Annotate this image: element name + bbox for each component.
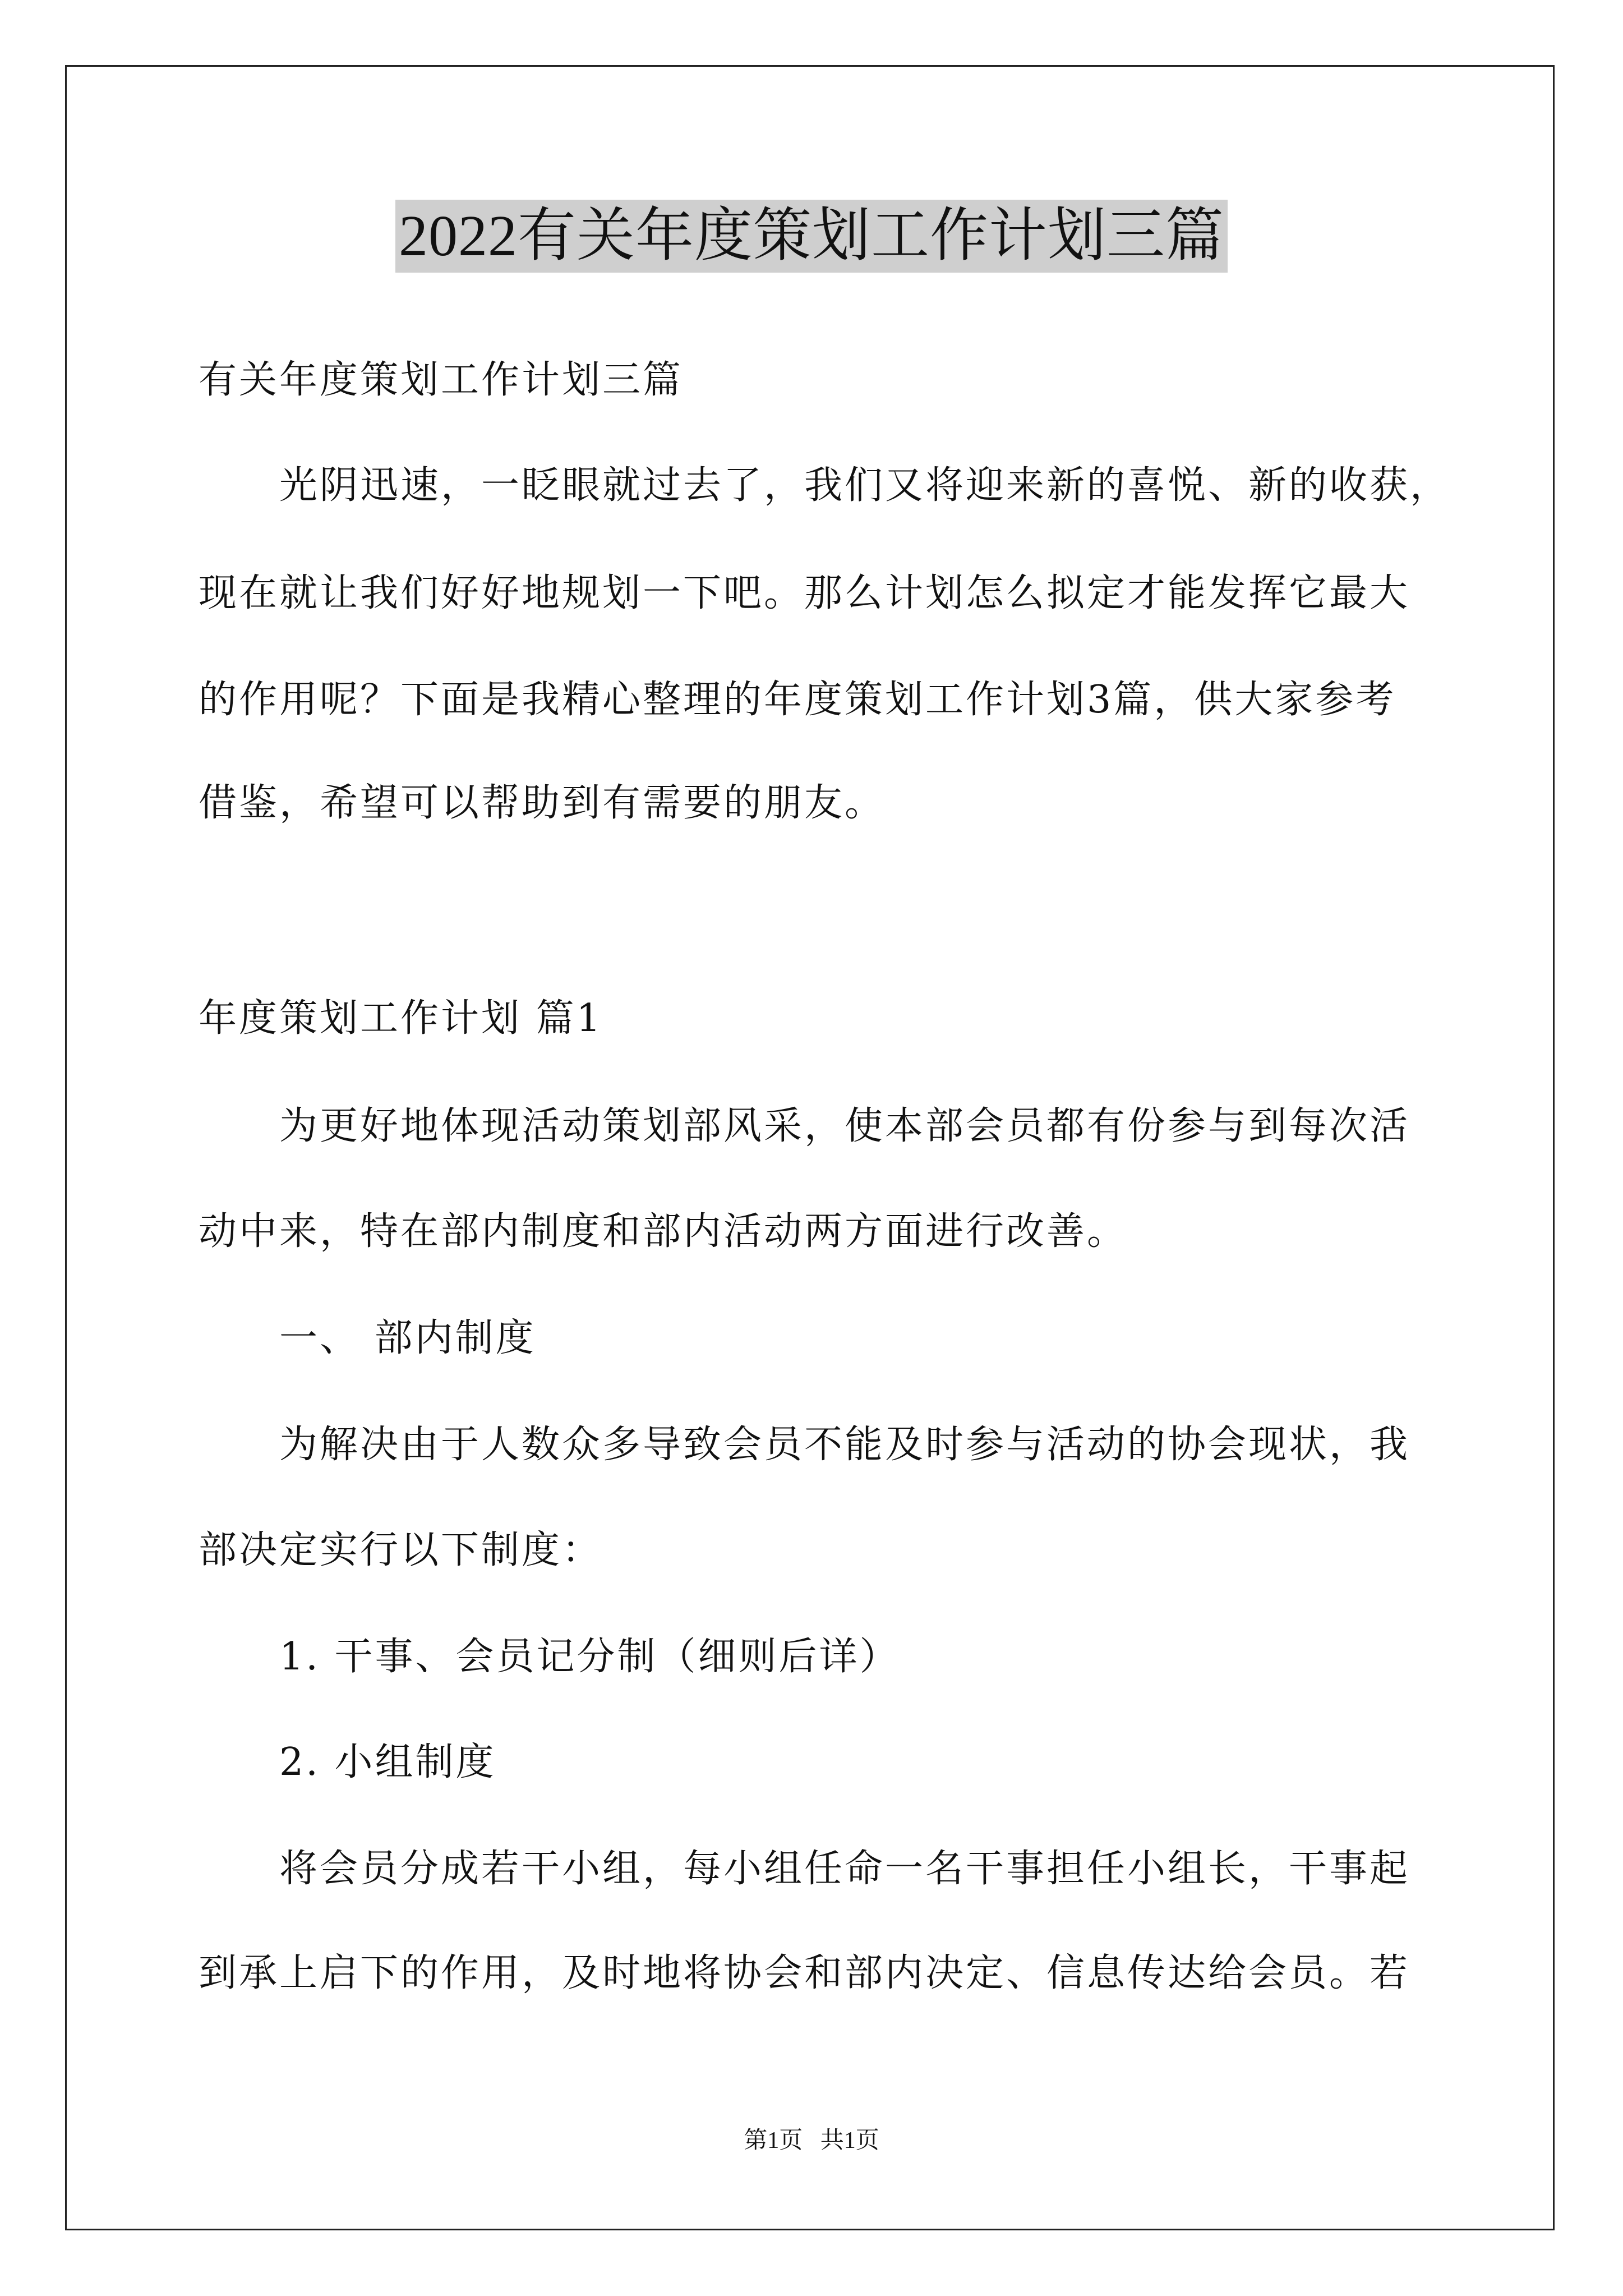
paragraph-line: 现在就让我们好好地规划一下吧。那么计划怎么拟定才能发挥它最大 [199, 571, 1410, 615]
document-title: 2022有关年度策划工作计划三篇 [395, 200, 1228, 273]
paragraph-line: 部决定实行以下制度： [199, 1528, 603, 1572]
paragraph-line: 到承上启下的作用，及时地将协会和部内决定、信息传达给会员。若 [199, 1951, 1410, 1995]
paragraph-line: 为更好地体现活动策划部风采，使本部会员都有份参与到每次活 [279, 1104, 1410, 1148]
list-item: 2. 小组制度 [279, 1740, 496, 1784]
paragraph-line: 借鉴，希望可以帮助到有需要的朋友。 [199, 781, 886, 825]
subtitle-line: 有关年度策划工作计划三篇 [199, 358, 684, 402]
paragraph-line: 将会员分成若干小组，每小组任命一名干事担任小组长，干事起 [279, 1847, 1410, 1891]
paragraph-line: 为解决由于人数众多导致会员不能及时参与活动的协会现状，我 [279, 1423, 1410, 1467]
subsection-heading: 一、 部内制度 [279, 1316, 536, 1360]
section-heading: 年度策划工作计划 篇1 [199, 996, 603, 1041]
title-container [0, 200, 1623, 273]
paragraph-line: 动中来，特在部内制度和部内活动两方面进行改善。 [199, 1209, 1128, 1254]
paragraph-line: 光阴迅速，一眨眼就过去了，我们又将迎来新的喜悦、新的收获， [279, 463, 1451, 508]
list-item: 1. 干事、会员记分制（细则后详） [279, 1635, 900, 1679]
paragraph-line: 的作用呢？下面是我精心整理的年度策划工作计划3篇，供大家参考 [199, 678, 1396, 722]
page-footer: 第1页 共1页 [744, 2128, 879, 2154]
